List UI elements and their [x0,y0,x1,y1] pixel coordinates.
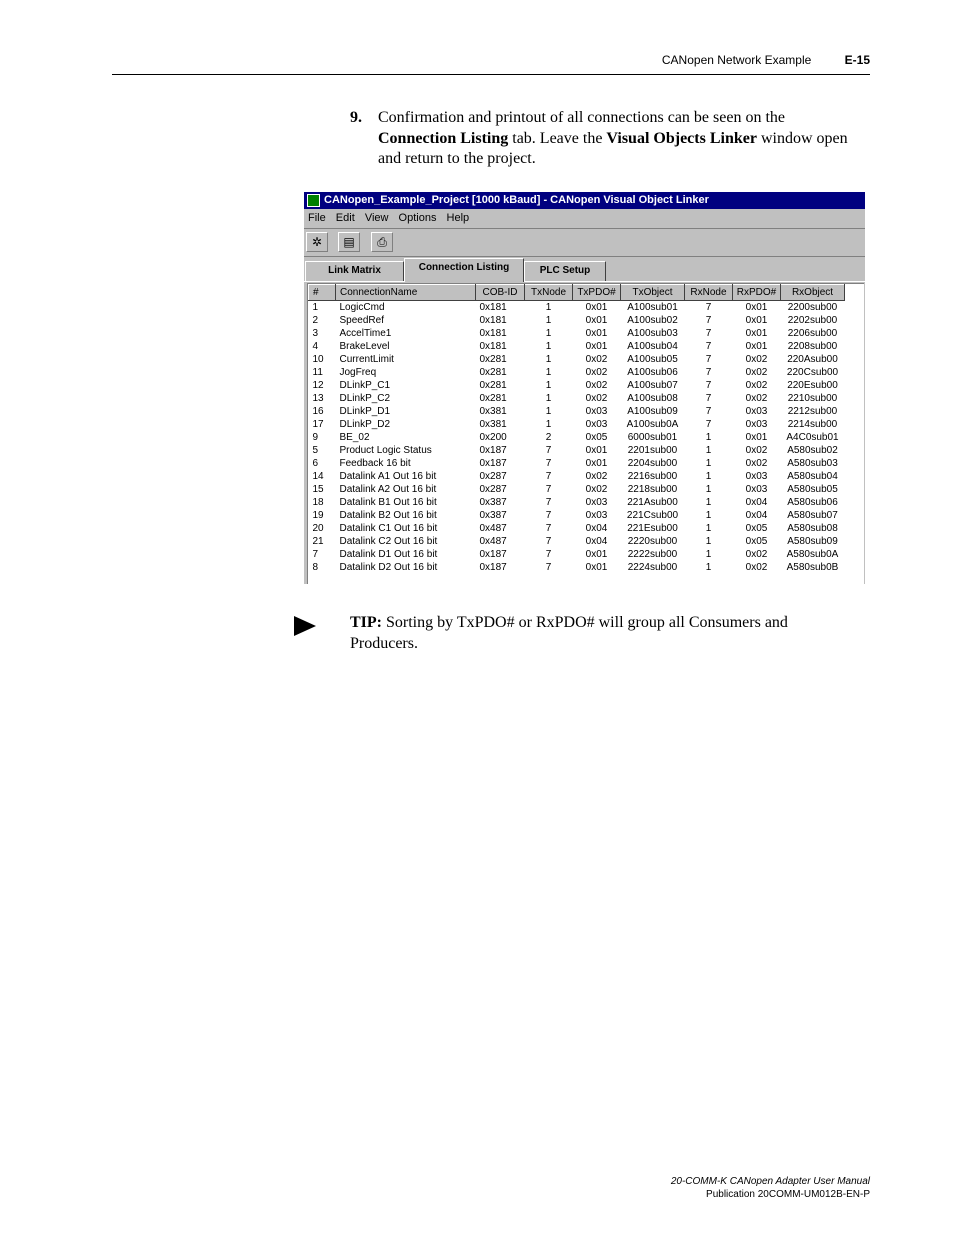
table-row[interactable] [309,561,845,574]
table-cell: 0x02 [585,471,608,482]
table-cell: 0x01 [585,315,608,326]
table-cell: 16 [312,406,324,417]
step-bold-visual-objects-linker: Visual Objects Linker [606,129,757,147]
table-cell: 10 [312,354,324,365]
table-cell: A580sub05 [787,484,838,495]
table-cell: 0x03 [585,510,608,521]
table-cell: JogFreq [339,367,377,378]
table-cell: 1 [545,341,552,352]
table-row[interactable] [309,353,845,366]
step-text [378,108,850,170]
table-cell: 0x03 [745,419,768,430]
table-cell: A580sub0A [786,549,839,560]
table-cell: A100sub03 [627,328,678,339]
table-cell: 0x05 [745,523,768,534]
table-cell: A100sub01 [627,302,678,313]
table-cell: 4 [312,341,319,352]
table-cell: 1 [705,471,712,482]
table-cell: DLinkP_D1 [339,406,391,417]
table-row[interactable] [309,327,845,340]
table-cell: Datalink B1 Out 16 bit [339,497,437,508]
toolbar [304,229,865,257]
table-cell: 0x01 [585,458,608,469]
tab-strip [304,257,865,282]
table-cell: 0x487 [479,523,507,534]
table-body [309,301,845,575]
table-cell: 0x281 [479,354,507,365]
table-cell: 7 [705,367,712,378]
table-cell: 2206sub00 [787,328,838,339]
table-cell: 0x287 [479,471,507,482]
table-cell: DLinkP_C2 [339,393,391,404]
table-cell: 0x281 [479,393,507,404]
table-cell: 0x01 [745,341,768,352]
table-cell: 1 [545,315,552,326]
table-cell: 21 [312,536,324,547]
menu-view[interactable]: View [364,212,389,224]
table-cell: BE_02 [339,432,370,443]
table-cell: 17 [312,419,324,430]
table-cell: 3 [312,328,319,339]
table-cell: 0x287 [479,484,507,495]
table-cell: 0x187 [479,445,507,456]
menu-help[interactable]: Help [446,212,470,224]
table-cell: 220Csub00 [786,367,839,378]
table-cell: DLinkP_D2 [339,419,391,430]
table-cell: 7 [705,328,712,339]
table-cell: A100sub04 [627,341,678,352]
publication-number: Publication 20COMM-UM012B-EN-P [706,1189,870,1200]
table-cell: 7 [705,341,712,352]
table-cell: 0x04 [585,536,608,547]
table-cell: 0x05 [745,536,768,547]
table-cell: 0x02 [745,562,768,573]
table-cell: A580sub09 [787,536,838,547]
window-titlebar[interactable] [304,192,865,209]
table-cell: 0x281 [479,380,507,391]
connection-table [308,284,845,574]
table-cell: 2200sub00 [787,302,838,313]
table-row[interactable] [309,496,845,509]
table-cell: 0x02 [585,380,608,391]
table-cell: 0x181 [479,302,507,313]
table-cell: A4C0sub01 [786,432,839,443]
table-row[interactable] [309,301,845,315]
column-header[interactable]: TxObject [621,285,685,301]
header-rule [112,74,870,75]
table-cell: 0x01 [585,341,608,352]
table-row[interactable] [309,366,845,379]
table-cell: SpeedRef [339,315,384,326]
table-cell: BrakeLevel [339,341,390,352]
table-cell: LogicCmd [339,302,385,313]
table-cell: 0x01 [745,302,768,313]
table-cell: 1 [705,497,712,508]
table-cell: 7 [705,393,712,404]
table-cell: 221Esub00 [627,523,678,534]
table-cell: 0x187 [479,549,507,560]
table-cell: 0x05 [585,432,608,443]
table-cell: Datalink B2 Out 16 bit [339,510,437,521]
table-cell: 0x487 [479,536,507,547]
table-row[interactable] [309,522,845,535]
table-cell: 1 [705,432,712,443]
table-cell: 0x187 [479,562,507,573]
table-cell: Datalink D2 Out 16 bit [339,562,438,573]
table-cell: 2220sub00 [627,536,678,547]
table-row[interactable] [309,470,845,483]
table-cell: 2210sub00 [787,393,838,404]
table-cell: 1 [705,549,712,560]
table-cell: 0x03 [745,471,768,482]
column-header[interactable]: RxPDO# [733,285,781,301]
table-cell: Datalink D1 Out 16 bit [339,549,438,560]
menu-edit[interactable]: Edit [335,212,355,224]
table-cell: DLinkP_C1 [339,380,391,391]
table-cell: 1 [545,302,552,313]
column-header-row [309,285,845,301]
table-cell: A580sub04 [787,471,838,482]
table-cell: 0x02 [585,393,608,404]
table-cell: 6 [312,458,319,469]
tip-paragraph [350,613,850,654]
table-cell: 7 [545,536,552,547]
table-cell: A580sub07 [787,510,838,521]
table-cell: 0x02 [585,484,608,495]
table-cell: A580sub06 [787,497,838,508]
table-cell: 0x01 [585,549,608,560]
step-bold-connection-listing: Connection Listing [378,129,509,147]
table-cell: 7 [545,497,552,508]
section-title: CANopen Network Example [661,53,812,67]
table-cell: 0x181 [479,315,507,326]
table-cell: 0x387 [479,497,507,508]
table-cell: 0x02 [745,445,768,456]
table-cell: 7 [545,562,552,573]
table-cell: A100sub08 [627,393,678,404]
table-cell: 7 [705,302,712,313]
table-cell: 0x381 [479,419,507,430]
table-cell: 7 [545,458,552,469]
table-cell: 2214sub00 [787,419,838,430]
table-cell: 0x01 [745,315,768,326]
menu-options[interactable]: Options [398,212,437,224]
table-cell: 1 [705,523,712,534]
table-cell: 8 [312,562,319,573]
tab-connection-listing[interactable]: Connection Listing [404,258,524,282]
table-cell: 1 [545,393,552,404]
linker-window [304,192,865,584]
table-row[interactable] [309,405,845,418]
table-cell: 0x03 [585,406,608,417]
column-header[interactable]: TxNode [525,285,573,301]
table-cell: AccelTime1 [339,328,392,339]
column-header[interactable]: RxObject [781,285,845,301]
table-cell: 0x04 [745,510,768,521]
table-row[interactable] [309,483,845,496]
step-text-part: window open and return to the project. [378,129,848,167]
table-cell: 11 [312,367,323,378]
table-cell: 0x181 [479,328,507,339]
table-row[interactable] [309,457,845,470]
table-cell: 20 [312,523,324,534]
table-row[interactable] [309,548,845,561]
print-icon[interactable]: ⎙ [371,232,393,252]
column-header[interactable]: ConnectionName [336,285,476,301]
table-cell: A100sub06 [627,367,678,378]
table-cell: 0x381 [479,406,507,417]
tip-arrow-icon [294,616,316,636]
table-cell: Datalink A2 Out 16 bit [339,484,437,495]
running-header [662,53,870,67]
tab-plc-setup[interactable]: PLC Setup [524,261,606,281]
table-cell: 0x01 [585,445,608,456]
table-cell: 5 [312,445,319,456]
table-cell: 0x03 [745,406,768,417]
table-cell: 0x02 [585,354,608,365]
table-cell: 0x181 [479,341,507,352]
connection-list[interactable] [307,283,864,584]
table-cell: 1 [705,510,712,521]
menu-bar [304,209,865,229]
table-cell: 0x281 [479,367,507,378]
table-cell: 7 [312,549,319,560]
table-cell: 7 [705,380,712,391]
table-cell: 7 [705,406,712,417]
table-cell: 0x02 [745,354,768,365]
step-number: 9. [350,109,362,126]
table-cell: 19 [312,510,324,521]
table-cell: 1 [705,484,712,495]
table-cell: CurrentLimit [339,354,394,365]
table-row[interactable] [309,340,845,353]
table-cell: 1 [545,419,552,430]
table-cell: A100sub02 [627,315,678,326]
table-cell: Feedback 16 bit [339,458,411,469]
table-cell: 220Asub00 [787,354,838,365]
table-cell: 6000sub01 [627,432,678,443]
table-row[interactable] [309,392,845,405]
table-cell: 2202sub00 [787,315,838,326]
table-cell: 2208sub00 [787,341,838,352]
table-cell: 7 [545,523,552,534]
table-cell: 1 [545,354,552,365]
table-cell: Datalink C2 Out 16 bit [339,536,438,547]
tab-link-matrix[interactable]: Link Matrix [305,261,404,281]
table-cell: 0x02 [745,380,768,391]
table-cell: 0x387 [479,510,507,521]
table-row[interactable] [309,431,845,444]
table-cell: 2 [312,315,319,326]
table-cell: 0x02 [745,458,768,469]
table-cell: 9 [312,432,319,443]
table-cell: 1 [705,445,712,456]
table-cell: 0x02 [745,367,768,378]
table-cell: A100sub05 [627,354,678,365]
table-row[interactable] [309,418,845,431]
table-cell: 2224sub00 [627,562,678,573]
table-cell: 0x200 [479,432,507,443]
table-cell: 1 [705,562,712,573]
table-cell: 0x01 [585,562,608,573]
app-icon [307,194,320,207]
window-title: CANopen_Example_Project [1000 kBaud] - CANopen Visual Object Linker [324,194,709,206]
table-cell: 2201sub00 [627,445,678,456]
table-cell: 0x02 [745,393,768,404]
table-cell: A580sub02 [787,445,838,456]
table-cell: 18 [312,497,324,508]
tip-label: TIP: [350,614,382,631]
table-cell: 7 [705,354,712,365]
manual-title: 20-COMM-K CANopen Adapter User Manual [670,1176,870,1187]
column-header[interactable]: TxPDO# [573,285,621,301]
table-cell: 1 [545,328,552,339]
table-row[interactable] [309,509,845,522]
menu-file[interactable]: File [308,212,326,224]
table-cell: 0x03 [585,419,608,430]
table-cell: 14 [312,471,324,482]
table-cell: 1 [545,406,552,417]
page-number: E-15 [844,53,870,67]
table-cell: Datalink A1 Out 16 bit [339,471,437,482]
table-cell: 0x02 [745,549,768,560]
table-cell: A100sub0A [626,419,679,430]
network-scan-icon[interactable]: ✲ [306,232,328,252]
node-list-icon[interactable]: ▤ [338,232,360,252]
table-cell: 0x187 [479,458,507,469]
table-cell: 7 [705,315,712,326]
column-header[interactable]: COB-ID [476,285,525,301]
table-cell: 2212sub00 [787,406,838,417]
table-cell: 7 [545,471,552,482]
table-cell: 7 [545,549,552,560]
table-row[interactable] [309,444,845,457]
table-cell: 0x04 [745,497,768,508]
table-row[interactable] [309,535,845,548]
table-cell: 2222sub00 [627,549,678,560]
column-header[interactable]: # [309,285,336,301]
table-cell: A580sub03 [787,458,838,469]
table-cell: 0x02 [585,367,608,378]
table-cell: 0x01 [745,328,768,339]
table-cell: 2204sub00 [627,458,678,469]
table-cell: 0x01 [745,432,768,443]
table-cell: 0x03 [745,484,768,495]
table-cell: 12 [312,380,324,391]
table-cell: 0x04 [585,523,608,534]
table-cell: 13 [312,393,324,404]
step-text-part: Confirmation and printout of all connections can be seen on the [378,109,785,126]
table-row[interactable] [309,314,845,327]
table-cell: 15 [312,484,324,495]
footer [671,1175,870,1201]
table-cell: 7 [545,445,552,456]
table-row[interactable] [309,379,845,392]
table-cell: 221Asub00 [627,497,678,508]
table-cell: 220Esub00 [787,380,838,391]
table-cell: 7 [545,484,552,495]
table-cell: A580sub0B [786,562,839,573]
table-cell: 1 [312,302,319,313]
table-cell: Product Logic Status [339,445,432,456]
table-cell: 0x01 [585,328,608,339]
table-cell: 1 [545,367,552,378]
table-cell: 2216sub00 [627,471,678,482]
table-cell: 2 [545,432,552,443]
table-cell: 0x01 [585,302,608,313]
step-9 [350,108,850,170]
table-cell: 2218sub00 [627,484,678,495]
table-cell: 0x03 [585,497,608,508]
tip-text: Sorting by TxPDO# or RxPDO# will group all Consumers and Producers. [350,614,788,652]
table-cell: A100sub09 [627,406,678,417]
table-cell: A580sub08 [787,523,838,534]
table-cell: 7 [545,510,552,521]
table-cell: Datalink C1 Out 16 bit [339,523,438,534]
table-cell: 221Csub00 [626,510,679,521]
table-cell: 7 [705,419,712,430]
step-text-part: tab. Leave the [508,129,607,147]
column-header[interactable]: RxNode [685,285,733,301]
table-cell: 1 [705,536,712,547]
table-cell: 1 [545,380,552,391]
table-cell: A100sub07 [627,380,678,391]
table-cell: 1 [705,458,712,469]
